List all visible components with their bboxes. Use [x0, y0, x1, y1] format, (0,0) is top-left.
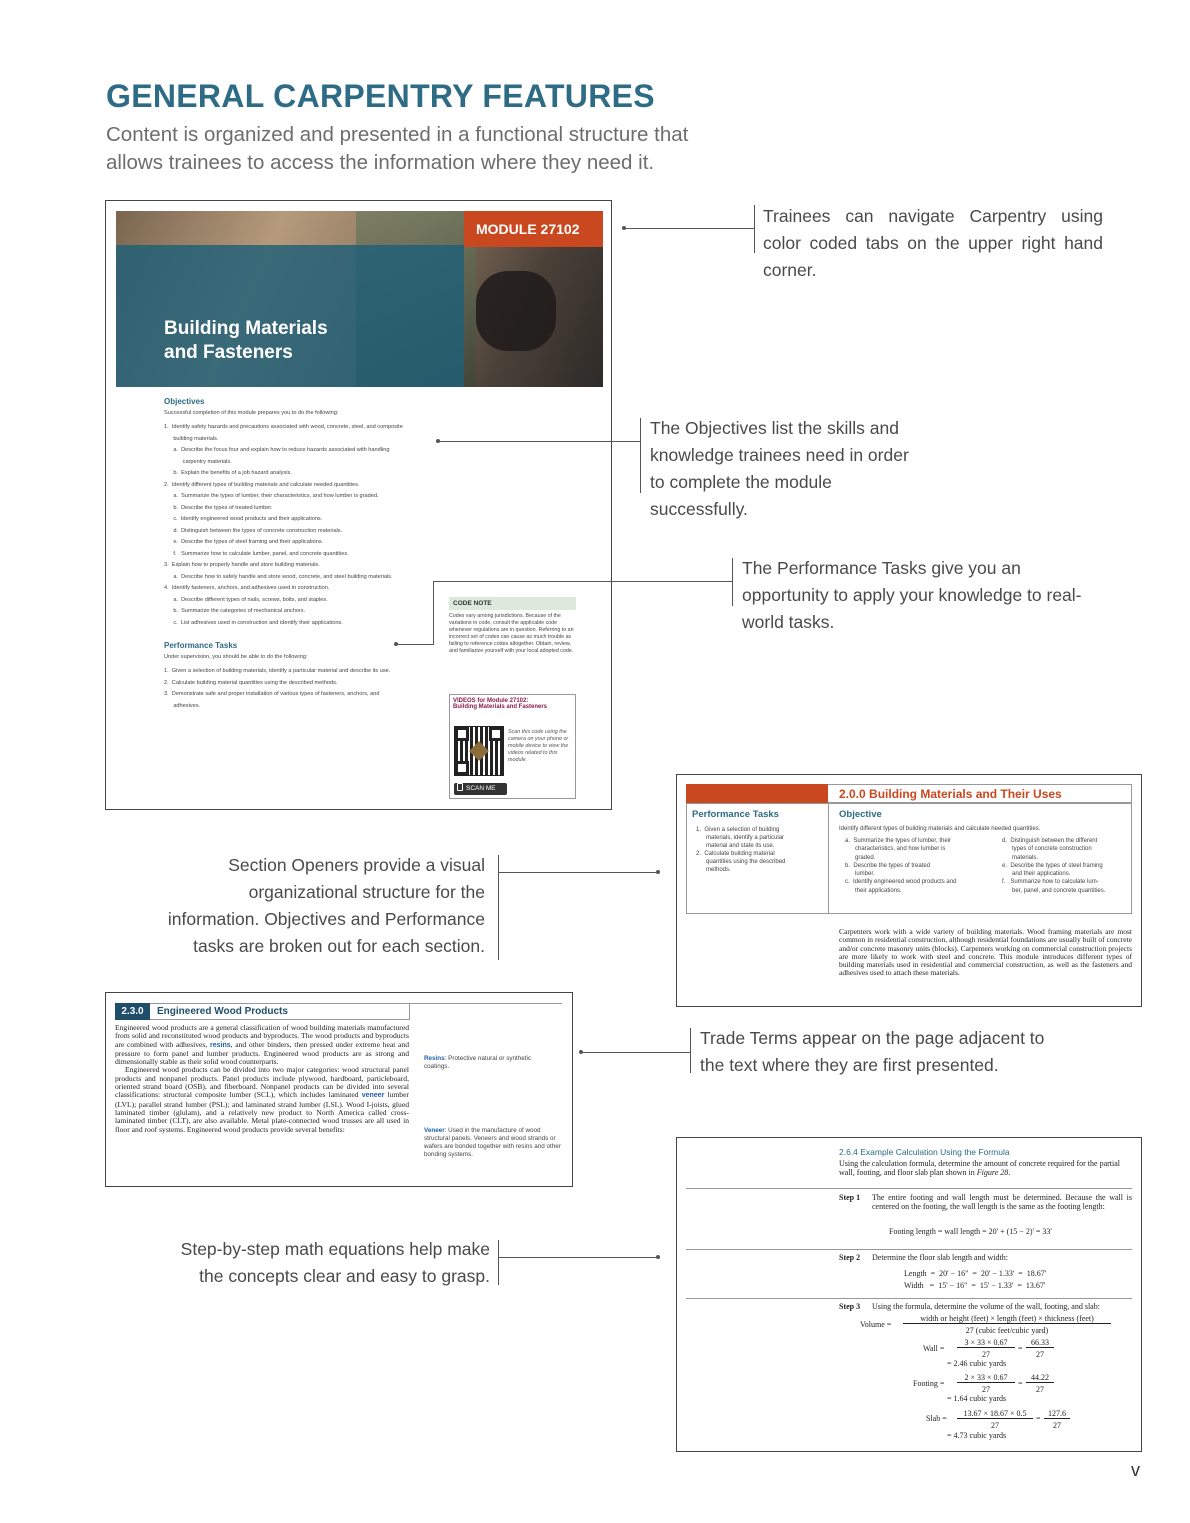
term-resins-def: : Protective natural or synthetic coatings. — [424, 1055, 532, 1070]
list-item: 3. Demonstrate safe and proper installation of various types of fasteners, anchors, and — [164, 691, 380, 698]
math-rule-3 — [686, 1298, 1132, 1299]
term-link-veneer[interactable]: veneer — [361, 1092, 385, 1100]
callout-bar-section — [498, 855, 499, 960]
scan-instructions: Scan this code using the camera on your phone or mobile device to view the videos related to this module. — [508, 729, 569, 763]
section-perf-list — [696, 826, 824, 875]
callout-line-performance — [396, 644, 434, 645]
volume-numerator: width or height (feet) × length (feet) × thickness (feet) — [903, 1314, 1111, 1324]
callout-line-math — [498, 1257, 658, 1258]
step2-text: Determine the floor slab length and width: — [872, 1253, 1008, 1262]
callout-pointer-math — [656, 1255, 660, 1259]
term-definition-veneer — [424, 1127, 564, 1159]
list-item: 1. Given a selection of building materials, identify a particular material and describe its use. — [164, 668, 391, 675]
math-heading: 2.6.4 Example Calculation Using the Formula — [839, 1147, 1010, 1157]
list-item: lumber. — [845, 871, 875, 878]
term-definition-resins — [424, 1055, 556, 1071]
math-intro-a: Using the calculation formula, determine the amount of concrete required for the partial wall, footing, and floor slab plan shown in — [839, 1159, 1120, 1178]
step2-eq-width: Width = 15' − 16" = 15' − 1.33' = 13.67' — [904, 1281, 1046, 1290]
terms-p2-b: lumber (LVL); parallel strand lumber (PSL); and laminated strand lumber (LSL). Wood I-joists, glued laminated timber (glulam), and a relatively new product to North America called cross-laminated timber (CLT), are also available. Metal plate-connected wood trusses are all used in floor and roof systems. Engineered wood products provide several benefits: — [115, 1090, 409, 1134]
list-item: b. Describe the types of treated — [845, 862, 931, 869]
objectives-list — [164, 422, 454, 629]
wall-numerator: 3 × 33 × 0.67 — [957, 1338, 1015, 1348]
callout-bar-objectives — [640, 418, 641, 493]
subtitle-line-1: Content is organized and presented in a functional structure that — [106, 123, 689, 146]
list-item: 1. Given a selection of building — [696, 827, 780, 833]
list-item: methods. — [696, 867, 731, 874]
callout-pointer-section — [656, 870, 660, 874]
section-title: 2.0.0 Building Materials and Their Uses — [828, 784, 1132, 803]
subtitle-line-2: allows trainees to access the information where they need it. — [106, 151, 655, 174]
section-obj-heading: Objective — [839, 809, 882, 820]
list-item: a. Describe different types of nails, screws, bolts, and staples. — [164, 596, 328, 603]
performance-list — [164, 666, 454, 712]
module-title-line-2: and Fasteners — [164, 342, 293, 363]
step1-label: Step 1 — [839, 1193, 861, 1202]
section-opener-sample — [676, 774, 1142, 1007]
math-sample — [676, 1137, 1142, 1452]
slab-equals: = — [1036, 1414, 1041, 1423]
list-item: f. Summarize how to calculate lumber, panel, and concrete quantities. — [164, 550, 349, 557]
slab-result-denominator: 27 — [1053, 1421, 1061, 1430]
list-item: e. Describe the types of steel framing and their applications. — [164, 539, 324, 546]
footing-label-text: Footing — [913, 1379, 938, 1388]
terms-p1-a: Engineered wood products are a general classification of wood building materials manufactured from solid and reconstituted wood products and byproducts. The wood products and byproducts are combined with adhesives, — [115, 1023, 409, 1049]
terms-section-number: 2.3.0 — [115, 1003, 150, 1020]
page-number: v — [1131, 1460, 1140, 1480]
list-item: c. Identify engineered wood products and — [845, 879, 957, 886]
volume-label: Volume = — [860, 1320, 892, 1329]
list-item: c. List adhesives used in construction and identify their applications. — [164, 619, 343, 626]
callout-trade-terms: Trade Terms appear on the page adjacent to the text where they are first presented. — [700, 1028, 1045, 1075]
code-note-heading: CODE NOTE — [449, 597, 576, 610]
list-item: 1. Identify safety hazards and precautions associated with wood, concrete, steel, and composite — [164, 424, 403, 431]
footing-result-numerator: 44.22 — [1026, 1373, 1054, 1383]
videos-title-line-2: Building Materials and Fasteners — [453, 704, 548, 710]
list-item: d. Distinguish between the different — [1002, 838, 1098, 844]
performance-heading: Performance Tasks — [164, 641, 238, 651]
terms-p1-b: , and other binders, then pressed under extreme heat and pressure to form panel and lumber products. Engineered wood products are as strong and dimensionally stable as their solid wood counterparts. — [115, 1039, 409, 1067]
list-item: a. Summarize the types of lumber, their — [845, 838, 952, 844]
footing-label: Footing = — [913, 1379, 945, 1388]
wall-denominator: 27 — [982, 1350, 990, 1359]
slab-result-numerator: 127.6 — [1044, 1409, 1070, 1419]
list-item: materials, identify a particular — [696, 835, 785, 842]
math-intro-figure: Figure 28 — [976, 1168, 1009, 1178]
callout-connector-performance — [433, 581, 434, 645]
callout-tabs: Trainees can navigate Carpentry using color coded tabs on the upper right hand corner. — [763, 206, 1103, 280]
list-item: graded. — [845, 854, 876, 861]
list-item: ber, panel, and concrete quantities. — [1002, 887, 1106, 894]
list-item: 2. Identify different types of building materials and calculate needed quantities. — [164, 481, 360, 488]
list-item: f. Summarize how to calculate lum- — [1002, 879, 1099, 886]
step2-label: Step 2 — [839, 1253, 861, 1262]
module-title — [164, 317, 328, 365]
term-veneer-name: Veneer — [424, 1127, 445, 1134]
footing-numerator: 2 × 33 × 0.67 — [957, 1373, 1015, 1383]
term-veneer-def: : Used in the manufacture of wood structural panels. Veneers and wood strands or wafers are bonded together with resins and other bonding systems. — [424, 1127, 561, 1158]
slab-denominator: 27 — [991, 1421, 999, 1430]
callout-bar-performance — [732, 558, 733, 606]
list-item: c. Identify engineered wood products and their applications. — [164, 516, 323, 523]
qr-code[interactable] — [455, 727, 503, 775]
list-item: carpentry materials. — [164, 458, 232, 465]
objectives-heading: Objectives — [164, 397, 205, 406]
scan-me-label: SCAN ME — [466, 785, 496, 792]
callout-objectives: The Objectives list the skills and knowledge trainees need in order to complete the module successfully. — [650, 418, 909, 519]
module-opener-sample — [105, 200, 612, 810]
trade-terms-sample — [105, 992, 573, 1187]
slab-label: Slab = — [926, 1414, 947, 1423]
callout-bar-terms — [690, 1028, 691, 1073]
list-item: 2. Calculate building material — [696, 851, 775, 858]
list-item: adhesives. — [164, 702, 201, 709]
list-item: d. Distinguish between the types of concrete construction materials. — [164, 527, 343, 534]
step3-label: Step 3 — [839, 1302, 861, 1311]
callout-bar-tabs — [754, 205, 755, 253]
callout-math: Step-by-step math equations help make the concepts clear and easy to grasp. — [180, 1239, 490, 1286]
list-item: b. Describe the types of treated lumber. — [164, 504, 273, 511]
videos-box — [449, 694, 576, 799]
section-accent-bar — [686, 784, 828, 803]
slab-result: = 4.73 cubic yards — [947, 1431, 1007, 1440]
scan-me-button[interactable] — [454, 783, 507, 795]
wall-label-text: Wall — [923, 1344, 938, 1353]
wall-result-numerator: 66.33 — [1026, 1338, 1054, 1348]
callout-line-terms — [581, 1052, 691, 1053]
phone-icon — [457, 783, 463, 791]
callout-performance: The Performance Tasks give you an opportunity to apply your knowledge to real-world tasks. — [742, 558, 1082, 632]
section-divider — [828, 803, 829, 914]
math-rule-2 — [686, 1249, 1132, 1250]
step2-eq-length: Length = 20' − 16" = 20' − 1.33' = 18.67' — [904, 1269, 1047, 1278]
objectives-intro: Successful completion of this module prepares you to do the following: — [164, 410, 339, 416]
math-intro-b: . — [1008, 1168, 1011, 1178]
section-obj-right — [1002, 837, 1132, 895]
footing-equals: = — [1018, 1379, 1023, 1388]
list-item: a. Describe the focus four and explain how to reduce hazards associated with handling — [164, 447, 390, 454]
list-item: their applications. — [845, 887, 902, 894]
list-item: materials. — [1002, 854, 1039, 861]
math-rule-1 — [686, 1188, 1132, 1189]
list-item: and their applications. — [1002, 871, 1071, 878]
section-obj-intro: Identify different types of building materials and calculate needed quantities. — [839, 826, 1041, 832]
terms-rule — [410, 1003, 562, 1004]
term-resins-name: Resins — [424, 1055, 445, 1062]
terms-heading: Engineered Wood Products — [150, 1003, 410, 1020]
list-item: 3. Explain how to properly handle and store building materials. — [164, 562, 320, 569]
performance-intro: Under supervision, you should be able to do the following: — [164, 654, 308, 661]
list-item: quantities using the described — [696, 859, 786, 866]
wall-result-denominator: 27 — [1036, 1350, 1044, 1359]
callout-bar-math — [498, 1240, 499, 1285]
callout-line-tabs — [624, 228, 754, 229]
section-body: Carpenters work with a wide variety of building materials. Wood framing materials are most common in residential construction, although residential foundations are usually built of concrete and/or concrete masonry units (blocks). Carpenters working on commercial construction projects are more likely to work with steel and concrete. This module introduces different types of building materials used in residential and commercial construction, as well as the fasteners and adhesives used to attach these materials. — [839, 927, 1132, 978]
math-intro — [839, 1159, 1133, 1178]
step3-text: Using the formula, determine the volume of the wall, footing, and slab: — [872, 1302, 1100, 1311]
list-item: b. Explain the benefits of a job hazard analysis. — [164, 470, 292, 477]
code-note-text: Codes vary among jurisdictions. Because of the variations in code, consult the applicable code whenever regulations are in question. Referring to an incorrect set of codes can cause as much trouble as failing to reference codes altogether. Obtain, review, and familiarize yourself with your local adopted code. — [449, 613, 574, 654]
slab-numerator: 13.67 × 18.67 × 0.5 — [957, 1409, 1033, 1419]
list-item: a. Summarize the types of lumber, their characteristics, and how lumber is graded. — [164, 493, 379, 500]
list-item: e. Describe the types of steel framing — [1002, 862, 1103, 869]
step1-text: The entire footing and wall length must be determined. Because the wall is centered on the footing, the wall length is the same as the footing length: — [872, 1193, 1132, 1212]
term-link-resins[interactable]: resins — [210, 1041, 231, 1049]
footing-result-denominator: 27 — [1036, 1385, 1044, 1394]
list-item: a. Describe how to safely handle and store wood, concrete, and steel building materials. — [164, 573, 393, 580]
terms-body — [115, 1024, 409, 1134]
section-obj-left — [845, 837, 985, 895]
footing-denominator: 27 — [982, 1385, 990, 1394]
module-title-line-1: Building Materials — [164, 318, 328, 339]
callout-section-openers: Section Openers provide a visual organizational structure for the information. Objectives and Performance tasks are broken out for each section. — [167, 855, 485, 956]
volume-denominator: 27 (cubic feet/cubic yard) — [965, 1326, 1049, 1335]
list-item: b. Summarize the categories of mechanical anchors. — [164, 608, 306, 615]
wall-label: Wall = — [923, 1344, 945, 1353]
callout-line-performance-2 — [433, 581, 732, 582]
callout-line-objectives — [438, 441, 640, 442]
list-item: material and state its use. — [696, 843, 775, 850]
step1-equation: Footing length = wall length = 20' + (15 − 2)' = 33' — [889, 1227, 1052, 1236]
list-item: building materials. — [164, 435, 219, 442]
module-tab[interactable]: MODULE 27102 — [464, 211, 603, 247]
videos-title-line-1: VIDEOS for Module 27102: — [453, 698, 529, 704]
list-item: types of concrete construction — [1002, 846, 1092, 853]
page-subtitle — [106, 121, 826, 177]
page-title: GENERAL CARPENTRY FEATURES — [106, 78, 655, 114]
terms-p2-a: Engineered wood products can be divided into two major categories: wood structural panel products and nonpanel products. Panel products include plywood, hardboard, particleboard, oriented strand board (OSB), and fiberboard. Nonpanel products can be divided into several classifications: structural composite lumber (SCL), which includes laminated — [115, 1065, 409, 1100]
footing-result: = 1.64 cubic yards — [947, 1394, 1007, 1403]
list-item: characteristics, and how lumber is — [845, 846, 946, 853]
callout-line-section — [498, 872, 658, 873]
list-item: 2. Calculate building material quantities using the described methods. — [164, 679, 338, 686]
wall-result: = 2.46 cubic yards — [947, 1359, 1007, 1368]
wall-equals: = — [1018, 1344, 1023, 1353]
slab-label-text: Slab — [926, 1414, 941, 1423]
list-item: 4. Identify fasteners, anchors, and adhesives used in construction. — [164, 585, 330, 592]
section-perf-heading: Performance Tasks — [692, 809, 779, 820]
